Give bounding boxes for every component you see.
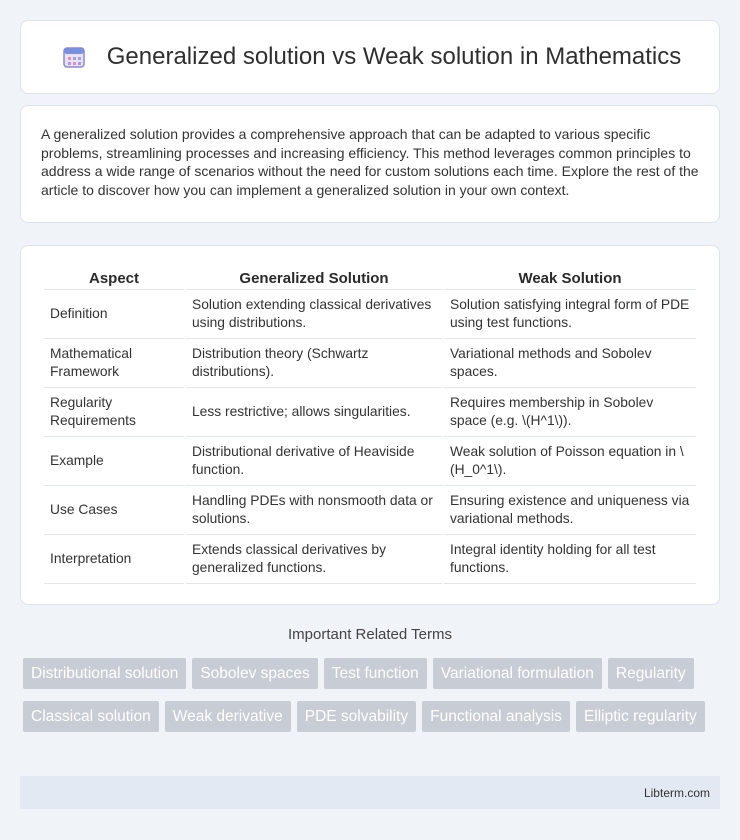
cell-generalized: Extends classical derivatives by generalized functions. (186, 535, 442, 584)
intro-card (20, 105, 720, 223)
tag-regularity[interactable]: Regularity (608, 658, 694, 689)
cell-aspect: Example (44, 437, 184, 486)
cell-weak: Weak solution of Poisson equation in \(H_0^1\). (444, 437, 696, 486)
cell-aspect: Use Cases (44, 486, 184, 535)
cell-weak: Solution satisfying integral form of PDE using test functions. (444, 290, 696, 339)
tag-classical-solution[interactable]: Classical solution (23, 701, 159, 732)
cell-aspect: Interpretation (44, 535, 184, 584)
cell-weak: Ensuring existence and uniqueness via variational methods. (444, 486, 696, 535)
tag-variational-formulation[interactable]: Variational formulation (433, 658, 602, 689)
cell-generalized: Distributional derivative of Heaviside function. (186, 437, 442, 486)
cell-aspect: Regularity Requirements (44, 388, 184, 437)
comparison-table-card (20, 245, 720, 605)
related-terms-tags (23, 658, 723, 738)
header-weak: Weak Solution (444, 266, 696, 290)
calendar-icon (59, 42, 89, 72)
table-row (44, 437, 696, 486)
table-row (44, 535, 696, 584)
cell-aspect: Definition (44, 290, 184, 339)
cell-aspect: Mathematical Framework (44, 339, 184, 388)
cell-weak: Integral identity holding for all test functions. (444, 535, 696, 584)
tag-pde-solvability[interactable]: PDE solvability (297, 701, 416, 732)
header-aspect: Aspect (44, 266, 184, 290)
title-wrap (59, 42, 682, 72)
cell-generalized: Solution extending classical derivatives using distributions. (186, 290, 442, 339)
tag-elliptic-regularity[interactable]: Elliptic regularity (576, 701, 705, 732)
comparison-table (42, 266, 698, 584)
footer-brand[interactable]: Libterm.com (643, 785, 710, 800)
tag-test-function[interactable]: Test function (324, 658, 427, 689)
cell-weak: Requires membership in Sobolev space (e.g. \(H^1\)). (444, 388, 696, 437)
cell-generalized: Distribution theory (Schwartz distributions). (186, 339, 442, 388)
tag-functional-analysis[interactable]: Functional analysis (422, 701, 570, 732)
cell-generalized: Handling PDEs with nonsmooth data or solutions. (186, 486, 442, 535)
tag-distributional-solution[interactable]: Distributional solution (23, 658, 186, 689)
table-row (44, 290, 696, 339)
related-terms-title: Important Related Terms (288, 626, 452, 643)
cell-generalized: Less restrictive; allows singularities. (186, 388, 442, 437)
tag-weak-derivative[interactable]: Weak derivative (165, 701, 291, 732)
table-header-row (44, 266, 696, 290)
table-row (44, 388, 696, 437)
table-row (44, 339, 696, 388)
intro-text: A generalized solution provides a comprehensive approach that can be adapted to various specific problems, streamlining processes and increasing efficiency. This method leverages common principles to address a wide range of scenarios without the need for custom solutions each time. Explore the rest of the article to discover how you can implement a generalized solution in your own context. (41, 126, 699, 198)
header-generalized: Generalized Solution (186, 266, 442, 290)
tag-sobolev-spaces[interactable]: Sobolev spaces (192, 658, 317, 689)
cell-weak: Variational methods and Sobolev spaces. (444, 339, 696, 388)
footer (20, 776, 720, 809)
page-title: Generalized solution vs Weak solution in Mathematics (106, 43, 682, 70)
header-card (20, 20, 720, 94)
table-row (44, 486, 696, 535)
